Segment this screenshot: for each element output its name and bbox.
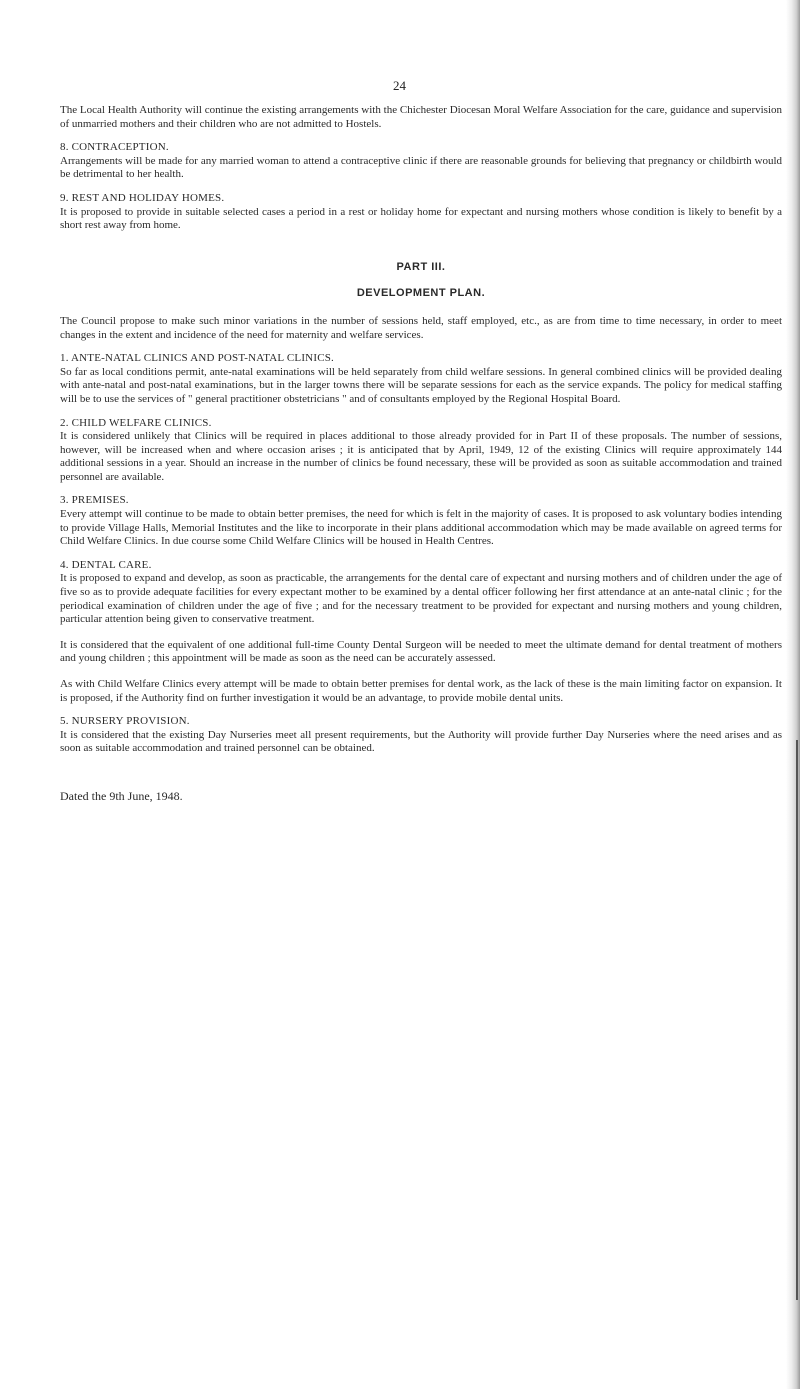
- section-heading: 3. PREMISES.: [60, 494, 129, 507]
- section: [60, 715, 782, 756]
- intro-paragraph: The Local Health Authority will continue the existing arrangements with the Chichester Diocesan Moral Welfare Association for the care, guidance and supervision of unmarried mothers and their children who are not admitted to Hostels.: [60, 104, 782, 130]
- section-heading: 5. NURSERY PROVISION.: [60, 715, 190, 728]
- section: [60, 192, 782, 233]
- document-body: [60, 104, 782, 804]
- section: [60, 559, 782, 705]
- section: [60, 352, 782, 406]
- section-paragraph: It is considered unlikely that Clinics will be required in places additional to those already provided for in Part II of these proposals. The number of sessions, however, will be increased when and where occasion arises ; it is anticipated that by April, 1949, 12 of the existing Clinics will require approximately 144 additional sessions in a year. Should an increase in the number of clinics be found necessary, these will be provided as soon as suitable accommodation and trained personnel are available.: [60, 430, 782, 483]
- sections-plan: [60, 352, 782, 756]
- section: [60, 417, 782, 485]
- section-heading: 1. ANTE-NATAL CLINICS AND POST-NATAL CLINICS.: [60, 352, 334, 365]
- section-heading: 4. DENTAL CARE.: [60, 558, 152, 571]
- section: [60, 494, 782, 548]
- section-paragraph: It is considered that the existing Day Nurseries meet all present requirements, but the Authority will provide further Day Nurseries where the need arises and as soon as suitable accommodation and trained personnel can be obtained.: [60, 728, 782, 755]
- page-edge-line: [796, 740, 798, 1300]
- section-paragraph: It is proposed to expand and develop, as soon as practicable, the arrangements for the dental care of expectant and nursing mothers and of children under the age of five so as to provide adequate facilities for every expectant mother to be examined by a dental officer following her first attendance at an ante-natal clinic ; for the periodical examination of children under the age of five ; and for the necessary treatment to be provided for expectant and nursing mothers and young children, particular attention being given to conservative treatment.: [60, 572, 782, 626]
- part-intro-paragraph: The Council propose to make such minor variations in the number of sessions held, staff employed, etc., as are from time to time necessary, in order to meet changes in the extent and incidence of the need for maternity and welfare services.: [60, 314, 782, 341]
- page-number: 24: [393, 78, 406, 93]
- section-paragraph: Every attempt will continue to be made to obtain better premises, the need for which is felt in the majority of cases. It is proposed to ask voluntary bodies intending to provide Village Halls, Memorial Institutes and the like to incorporate in their plans additional accommodation which may be made available on agreed terms for Child Welfare Clinics. In due course some Child Welfare Clinics will be housed in Health Centres.: [60, 508, 782, 548]
- section-heading: 2. CHILD WELFARE CLINICS.: [60, 416, 212, 429]
- section-paragraph: It is proposed to provide in suitable selected cases a period in a rest or holiday home for expectant and nursing mothers whose condition is likely to benefit by a short rest away from home.: [60, 205, 782, 232]
- section-heading: 8. CONTRACEPTION.: [60, 141, 169, 154]
- section-heading: 9. REST AND HOLIDAY HOMES.: [60, 191, 225, 204]
- section-paragraph: As with Child Welfare Clinics every attempt will be made to obtain better premises for dental work, as the lack of these is the main limiting factor on expansion. It is proposed, if the Authority find on further investigation it would be an advantage, to provide mobile dental units.: [60, 678, 782, 704]
- part-subtitle: DEVELOPMENT PLAN.: [356, 287, 486, 300]
- dated-line: Dated the 9th June, 1948.: [60, 788, 183, 803]
- section-paragraph: It is considered that the equivalent of one additional full-time County Dental Surgeon will be needed to meet the ultimate demand for dental treatment of mothers and young children ; this appointment will be made as soon as the need can be accurately assessed.: [60, 638, 782, 665]
- section-paragraph: So far as local conditions permit, ante-natal examinations will be held separately from child welfare sessions. In general combined clinics will be provided dealing with ante-natal and post-natal examinations, but in the larger towns there will be separate sessions for each as the service expands. The policy for medical staffing will be to use the services of " general practitioner obstetricians " and of consultants employed by the Regional Hospital Board.: [60, 365, 782, 405]
- section-paragraph: Arrangements will be made for any married woman to attend a contraceptive clinic if there are reasonable grounds for believing that pregnancy or childbirth would be detrimental to her health.: [60, 154, 782, 181]
- part-title: PART III.: [396, 260, 446, 273]
- section: [60, 141, 782, 182]
- sections-top: [60, 141, 782, 233]
